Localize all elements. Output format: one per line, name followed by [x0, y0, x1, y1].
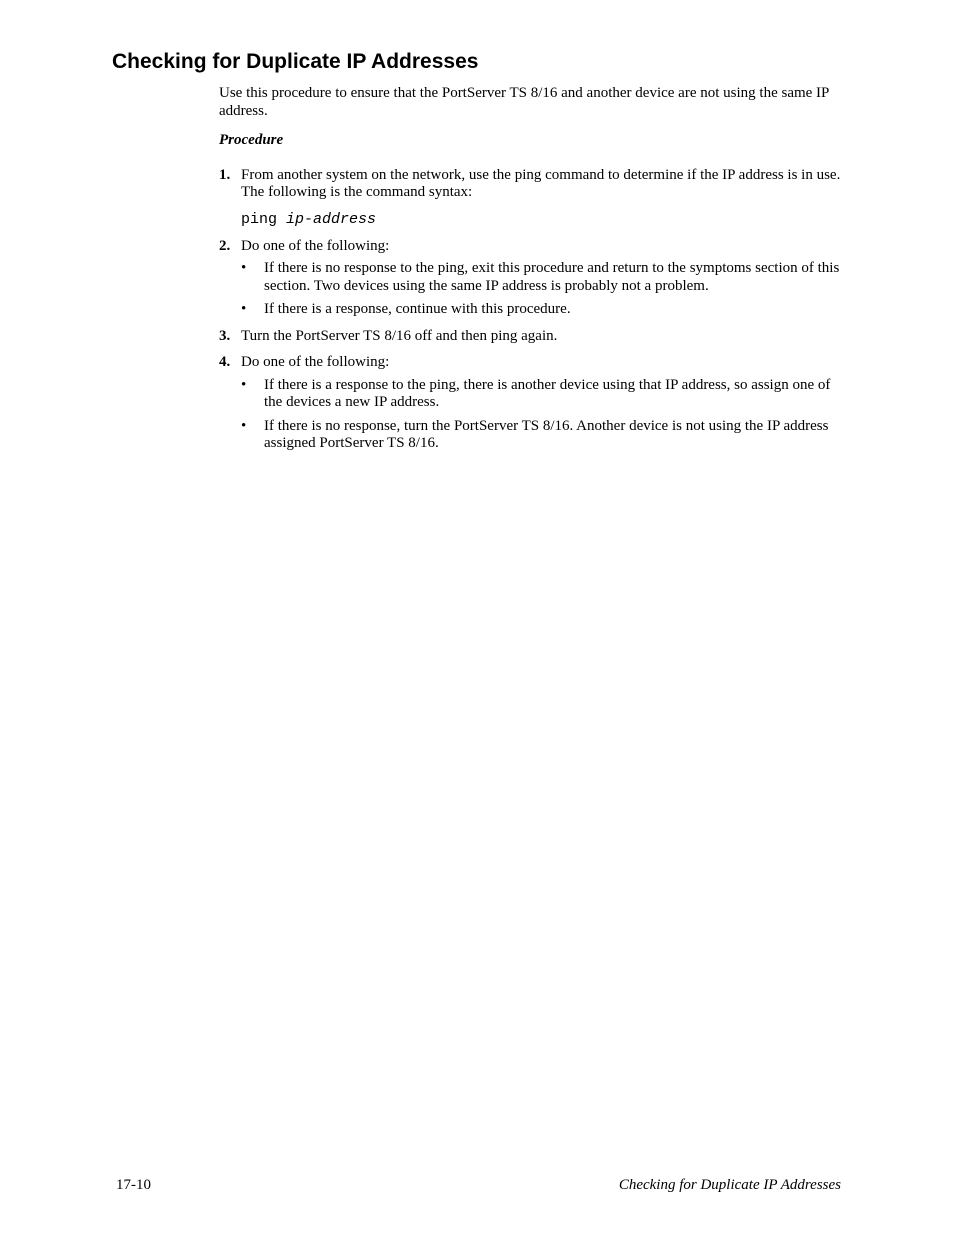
step-number: 2.	[219, 237, 231, 254]
step-number: 1.	[219, 166, 231, 183]
step-3	[219, 328, 843, 346]
command-syntax	[241, 211, 843, 229]
procedure-label: Procedure	[219, 132, 284, 148]
list-item	[241, 418, 843, 453]
step-4	[219, 354, 843, 453]
list-item	[241, 377, 843, 412]
bullet-text: If there is no response, turn the PortServer TS 8/16. Another device is not using the IP address assigned PortServer TS 8/16.	[264, 417, 829, 451]
footer-section-title: Checking for Duplicate IP Addresses	[618, 1177, 841, 1193]
bullet-icon: •	[241, 376, 247, 393]
page-heading: Checking for Duplicate IP Addresses	[112, 50, 479, 73]
bullet-icon: •	[241, 301, 247, 317]
command-name: ping	[241, 210, 278, 228]
step-text: Do one of the following:	[241, 354, 390, 370]
procedure-steps	[219, 167, 843, 453]
bullet-icon: •	[241, 417, 247, 434]
step-text: Do one of the following:	[241, 237, 390, 254]
step-options	[241, 377, 843, 453]
step-2	[219, 238, 843, 319]
step-1	[219, 167, 843, 229]
list-item	[241, 301, 843, 319]
step-options	[241, 260, 843, 319]
step-number: 4.	[219, 354, 231, 370]
step-text: Turn the PortServer TS 8/16 off and then ping again.	[241, 327, 558, 344]
step-number: 3.	[219, 327, 231, 344]
step-text: From another system on the network, use the ping command to determine if the IP address is in use. The following is the command syntax:	[241, 166, 841, 200]
bullet-text: If there is a response, continue with this procedure.	[264, 301, 571, 317]
intro-paragraph: Use this procedure to ensure that the PortServer TS 8/16 and another device are not using the same IP address.	[219, 85, 829, 119]
bullet-icon: •	[241, 260, 247, 276]
bullet-text: If there is no response to the ping, exit this procedure and return to the symptoms section of this section. Two devices using the same IP address is probably not a problem.	[264, 260, 840, 294]
bullet-text: If there is a response to the ping, there is another device using that IP address, so assign one of the devices a new IP address.	[264, 376, 831, 410]
list-item	[241, 260, 843, 295]
main-content	[219, 85, 843, 462]
command-argument: ip-address	[286, 210, 377, 228]
page-number: 17-10	[116, 1177, 151, 1193]
